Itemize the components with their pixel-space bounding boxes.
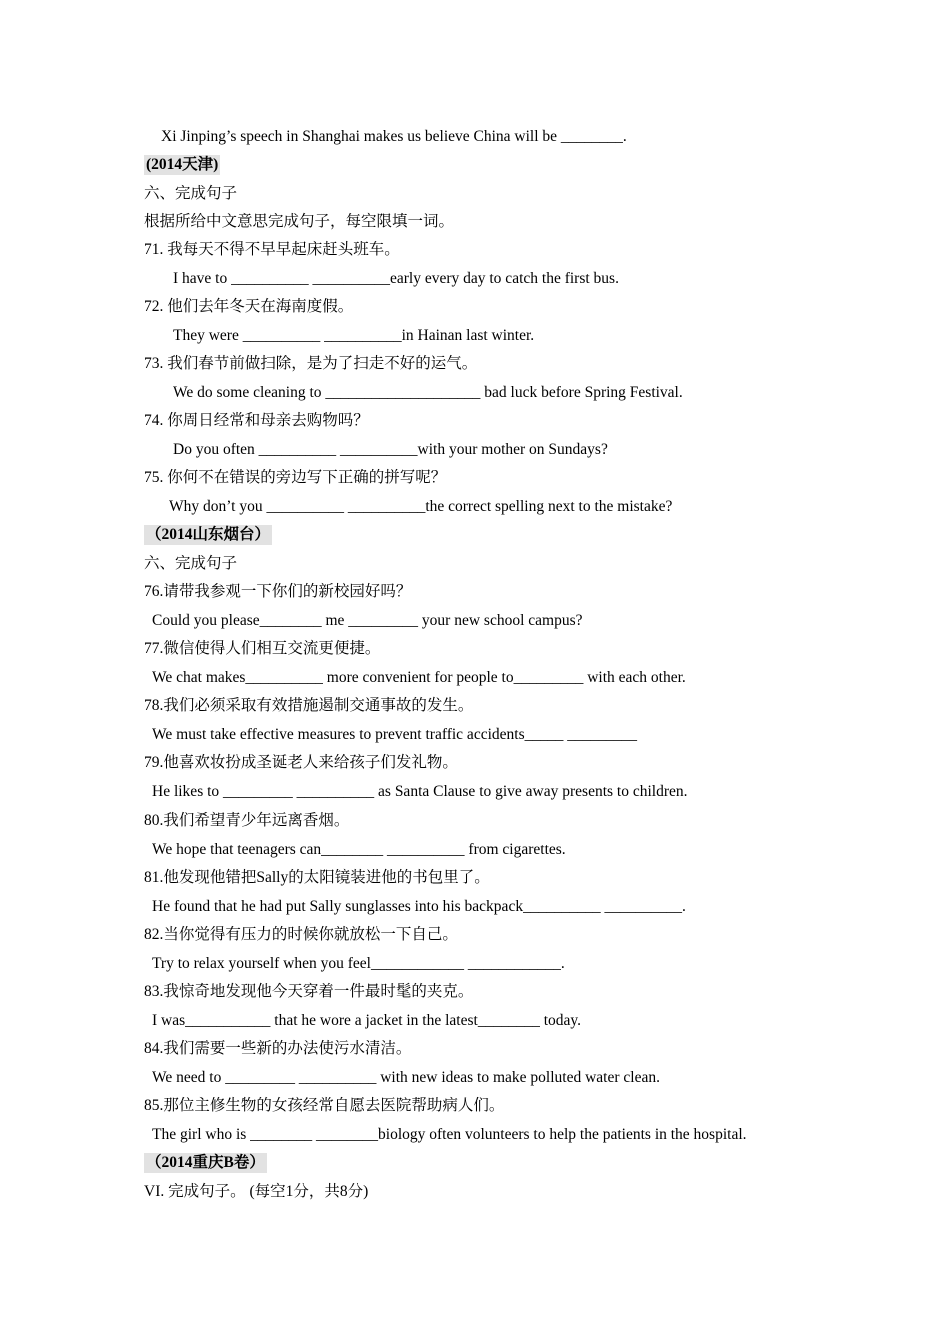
question-84-chinese: 84.我们需要一些新的办法使污水清洁。 — [144, 1040, 412, 1057]
section-title-vi: VI. 完成句子。 (每空1分，共8分) — [144, 1183, 369, 1200]
section-header-yantai: （2014山东烟台） — [146, 526, 271, 543]
question-74-english: Do you often __________ __________with your mother on Sundays? — [173, 441, 608, 458]
question-71-chinese: 71. 我每天不得不早早起床赶头班车。 — [144, 241, 400, 258]
section-header-tianjin: (2014天津) — [146, 156, 219, 173]
question-82-english: Try to relax yourself when you feel____________ ____________. — [152, 955, 565, 972]
section-header-chongqing: （2014重庆B卷） — [146, 1154, 265, 1171]
question-85-english: The girl who is ________ ________biology often volunteers to help the patients in the hospital. — [152, 1126, 747, 1143]
question-75-english: Why don’t you __________ __________the correct spelling next to the mistake? — [169, 498, 673, 515]
question-74-chinese: 74. 你周日经常和母亲去购物吗？ — [144, 412, 369, 429]
question-79-chinese: 79.他喜欢妆扮成圣诞老人来给孩子们发礼物。 — [144, 754, 458, 771]
question-77-chinese: 77.微信使得人们相互交流更便捷。 — [144, 640, 381, 657]
question-76-english: Could you please________ me _________ your new school campus? — [152, 612, 583, 629]
question-72-english: They were __________ __________in Hainan last winter. — [173, 327, 535, 344]
question-73-chinese: 73. 我们春节前做扫除，是为了扫走不好的运气。 — [144, 355, 478, 372]
question-84-english: We need to _________ __________ with new ideas to make polluted water clean. — [152, 1069, 660, 1086]
question-78-chinese: 78.我们必须采取有效措施遏制交通事故的发生。 — [144, 697, 474, 714]
instruction: 根据所给中文意思完成句子，每空限填一词。 — [144, 213, 455, 230]
question-72-chinese: 72. 他们去年冬天在海南度假。 — [144, 298, 354, 315]
question-75-chinese: 75. 你何不在错误的旁边写下正确的拼写呢？ — [144, 469, 447, 486]
question-71-english: I have to __________ __________early every day to catch the first bus. — [173, 270, 619, 287]
question-82-chinese: 82.当你觉得有压力的时候你就放松一下自己。 — [144, 926, 458, 943]
question-83-english: I was___________ that he wore a jacket in the latest________ today. — [152, 1012, 582, 1029]
question-76-chinese: 76.请带我参观一下你们的新校园好吗？ — [144, 583, 412, 600]
question-85-chinese: 85.那位主修生物的女孩经常自愿去医院帮助病人们。 — [144, 1097, 505, 1114]
question-81-english: He found that he had put Sally sunglasses into his backpack__________ __________. — [152, 898, 686, 915]
question-80-english: We hope that teenagers can________ __________ from cigarettes. — [152, 841, 566, 858]
question-73-english: We do some cleaning to ____________________ bad luck before Spring Festival. — [173, 384, 683, 401]
section-title: 六、完成句子 — [144, 185, 238, 202]
question-77-english: We chat makes__________ more convenient for people to_________ with each other. — [152, 669, 686, 686]
section-title: 六、完成句子 — [144, 555, 238, 572]
question-79-english: He likes to _________ __________ as Santa Clause to give away presents to children. — [152, 783, 688, 800]
question-83-chinese: 83.我惊奇地发现他今天穿着一件最时髦的夹克。 — [144, 983, 474, 1000]
question-78-english: We must take effective measures to prevent traffic accidents_____ _________ — [152, 726, 637, 743]
question-81-chinese: 81.他发现他错把Sally的太阳镜装进他的书包里了。 — [144, 869, 490, 886]
intro-sentence: Xi Jinping’s speech in Shanghai makes us believe China will be ________. — [161, 128, 627, 145]
question-80-chinese: 80.我们希望青少年远离香烟。 — [144, 812, 350, 829]
